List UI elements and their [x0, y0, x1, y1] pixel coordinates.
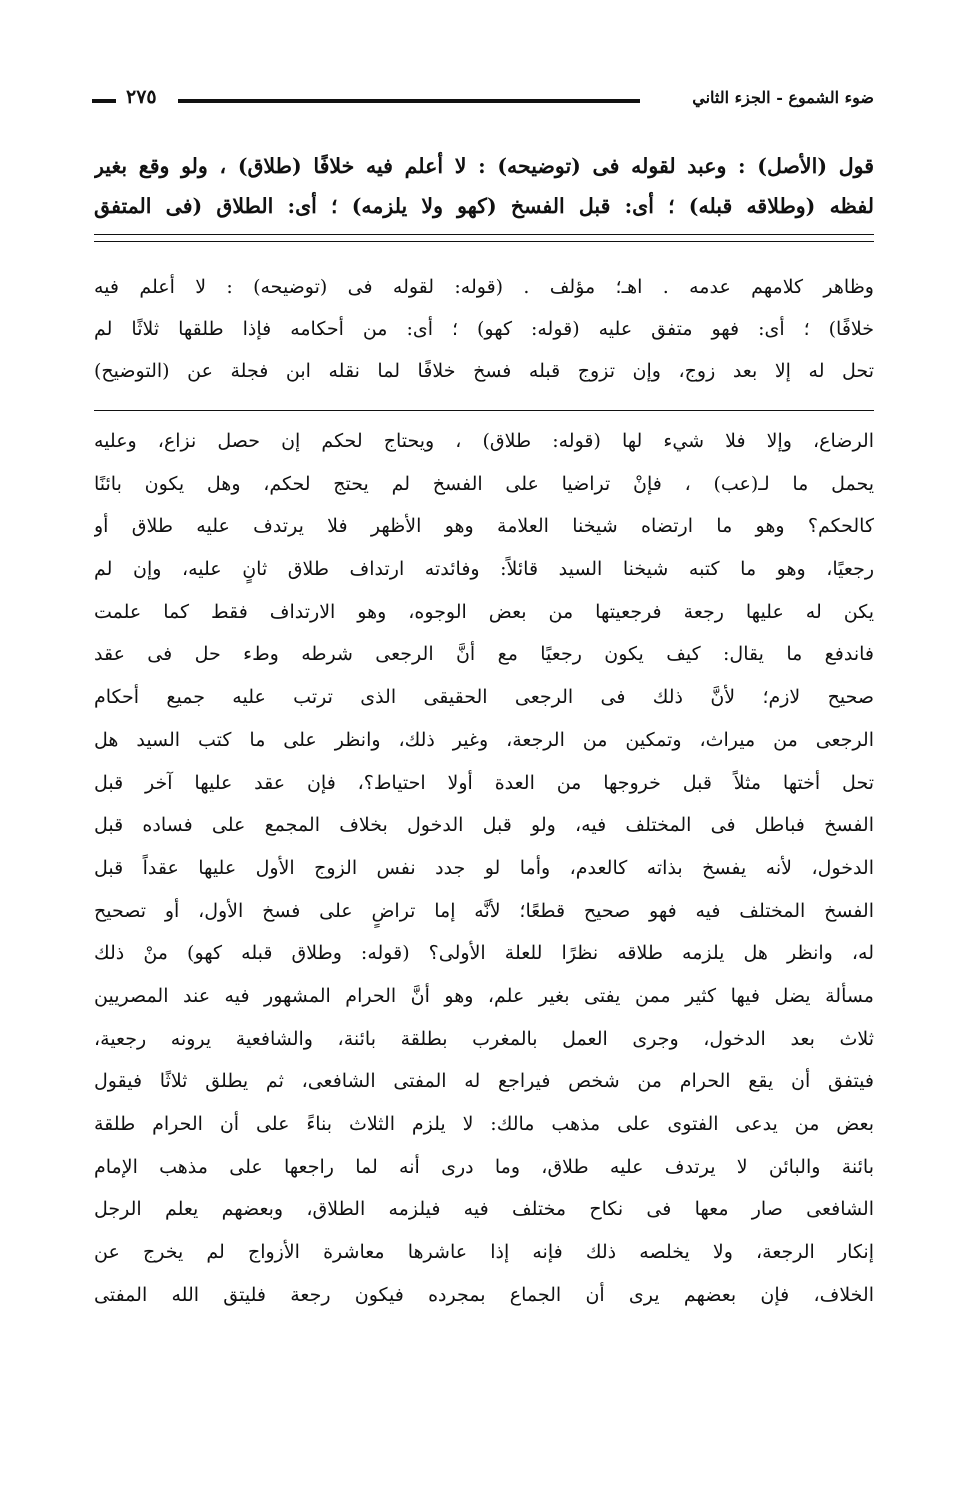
main-text-line: قول (الأصل) : وعبد لقوله فى (توضيحه) : لا أعلم فيه خلافًا (طلاق) ، ولو وقع بغير: [94, 154, 874, 178]
commentary-line: بعض من يدعى الفتوى على مذهب مالك: لا يلزم الثلاث بناءً على أن الحرام طلقة: [94, 1113, 874, 1135]
commentary-line: رجعيًا، وهو ما كتبه شيخنا السيد قائلاً: وفائدته ارتداف طلاق ثانٍ عليه، وإن لم: [94, 558, 874, 581]
commentary-line: ثلاث بعد الدخول، وجرى العمل بالمغرب بطلقة بائنة، والشافعية يرونه رجعية،: [94, 1027, 874, 1050]
commentary-line: إنكار الرجعة، ولا يخلصه ذلك فإنه إذا عاشرها معاشرة الأزواج لم يخرج عن: [94, 1241, 874, 1264]
commentary-line: الخلاف، فإن بعضهم يرى أن الجماع بمجرده فيكون رجعة فليتق الله المفتى: [94, 1283, 874, 1306]
commentary-line: فاندفع ما يقال: كيف يكون رجعيًا مع أنَّ الرجعى شرطه وطء حل فى عقد: [94, 643, 874, 666]
commentary-lower: [94, 420, 874, 1359]
running-header: [92, 86, 874, 116]
commentary-line: صحيح لازم؛ لأنَّ ذلك فى الرجعى الحقيقى الذى ترتب عليه جميع أحكام: [94, 686, 874, 709]
page-number: ٢٧٥: [126, 86, 157, 108]
commentary-line: الشافعى صار معها فى نكاح مختلف فيه فيلزمه الطلاق، وبعضهم يعلم الرجل: [94, 1198, 874, 1221]
book-title: ضوء الشموع - الجزء الثاني: [692, 88, 874, 107]
commentary-line: الرجعى من ميراث، وتمكين من الرجعة، وغير ذلك، وانظر على ما كتب السيد هل: [94, 728, 874, 751]
main-text: [94, 146, 874, 226]
commentary-line: بائنة والبائن لا يرتدف عليه طلاق، وما درى أنه لما راجعها على مذهب الإمام: [94, 1155, 874, 1178]
commentary-line: مسألة يضل فيها كثير ممن يفتى بغير علم، وهو أنَّ الحرام المشهور فيه عند المصريين: [94, 984, 874, 1007]
commentary-line: يكن له عليها رجعة فرجعيتها من بعض الوجوه، وهو الارتداف فقط كما علمت: [94, 600, 874, 623]
commentary-line: فيتفق أن يقع الحرام من شخص فيراجع له المفتى الشافعى، ثم يطلق ثلاثًا فيقول: [94, 1070, 874, 1093]
header-rule: [178, 99, 640, 103]
double-divider: [94, 234, 874, 242]
commentary-upper: [94, 266, 874, 392]
main-text-line: لفظه (وطلاقه قبله) ؛ أى: قبل الفسخ (كهو ولا يلزمه) ؛ أى: الطلاق (فى المتفق: [94, 194, 874, 218]
single-divider: [94, 410, 874, 411]
commentary-line: الرضاع، وإلا فلا شيء لها (قوله: طلاق) ، ويحتاج لحكم إن حصل نزاع، وعليه: [94, 430, 874, 452]
commentary-line: تحل أختها مثلاً قبل خروجها من العدة أولا احتياط؟، فإن عقد عليها آخر قبل: [94, 771, 874, 794]
header-dash: [92, 99, 116, 103]
commentary-line: يحمل ما لـ(عب) ، فإنْ تراضيا على الفسخ لم يحتج لحكم، وهل يكون بائنًا: [94, 472, 874, 495]
commentary-line: كالحكم؟ وهو ما ارتضاه شيخنا العلامة وهو الأظهر فلا يرتدف عليه طلاق أو: [94, 515, 874, 538]
commentary-line: خلافًا) ؛ أى: فهو متفق عليه (قوله: كهو) ؛ أى: من أحكامه فإذا طلقها ثلاثًا لم: [94, 318, 874, 340]
commentary-line: [94, 1316, 874, 1359]
commentary-line: له، وانظر هل يلزمه طلاقه نظرًا للعلة الأولى؟ (قوله: وطلاق قبله كهو) منْ ذلك: [94, 942, 874, 965]
commentary-line: الفسخ المختلف فيه فهو صحيح قطعًا؛ لأنَّه إما تراضٍ على فسخ الأول، أو تصحيح: [94, 899, 874, 922]
commentary-line: الفسخ فباطل فى المختلف فيه، ولو قبل الدخول بخلاف المجمع على فساده قبل: [94, 814, 874, 837]
commentary-line: الدخول، لأنه يفسخ بذاته كالعدم، وأما لو جدد نفس الزوج الأول عليها عقداً قبل: [94, 856, 874, 879]
commentary-line: تحل له إلا بعد زوج، وإن تزوج قبله فسخ خلافًا لما نقله ابن فجلة عن (التوضيح): [94, 360, 874, 382]
commentary-line: وظاهر كلامهم عدمه . اهـ؛ مؤلف . (قوله: لقوله فى (توضيحه) : لا أعلم فيه: [94, 276, 874, 298]
